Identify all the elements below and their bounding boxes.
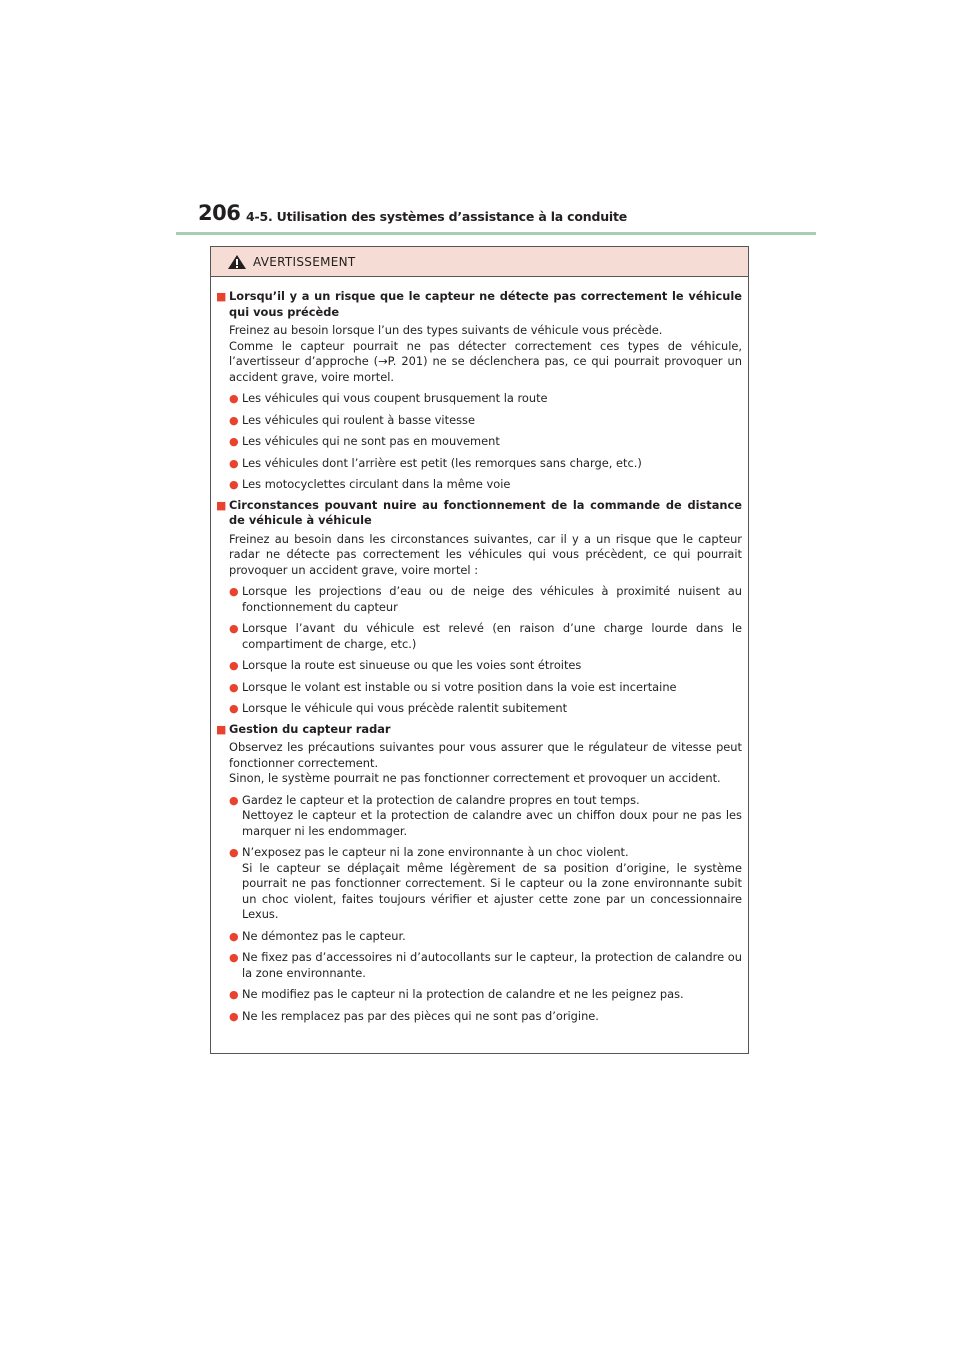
list-item — [229, 434, 742, 450]
paragraph-line: Sinon, le système pourrait ne pas fonctionner correctement et provoquer un accident. — [229, 771, 721, 785]
list-item — [229, 929, 742, 945]
list-item-text: Lorsque les projections d’eau ou de neige des véhicules à proximité nuisent au fonctionnement du capteur — [242, 584, 742, 614]
bullet-marker: ● — [229, 702, 239, 715]
paragraph — [229, 323, 742, 385]
list-item-text: Lorsque la route est sinueuse ou que les voies sont étroites — [242, 658, 582, 672]
page-number: 206 — [198, 201, 241, 225]
list-item-text — [242, 845, 742, 923]
bullet-marker: ● — [229, 951, 239, 964]
topic-marker: ■ — [216, 498, 227, 512]
warning-box — [210, 246, 749, 1054]
bullet-marker: ● — [229, 456, 239, 470]
topic-heading — [216, 722, 742, 738]
list-item — [229, 456, 742, 472]
bullet-marker: ● — [229, 1009, 239, 1023]
list-item-text: Lorsque l’avant du véhicule est relevé (en raison d’une charge lourde dans le compartiment de charge, etc.) — [242, 621, 742, 651]
section-title: 4-5. Utilisation des systèmes d’assistance à la conduite — [246, 209, 628, 224]
paragraph-line: Comme le capteur pourrait ne pas détecter correctement ces types de véhicule, l’avertisseur d’approche (→P. 201) ne se déclenchera pas, ce qui pourrait provoquer un accident grave, voire mortel. — [229, 338, 742, 384]
warning-header — [211, 247, 748, 277]
topic-title: Circonstances pouvant nuire au fonctionnement de la commande de distance de véhicule à véhicule — [229, 497, 742, 527]
list-item-text: Ne fixez pas d’accessoires ni d’autocollants sur le capteur, la protection de calandre ou la zone environnante. — [242, 950, 742, 980]
bullet-marker: ● — [229, 478, 239, 491]
bullet-marker: ● — [229, 435, 239, 448]
list-item-text: Lorsque le volant est instable ou si votre position dans la voie est incertaine — [242, 679, 677, 694]
list-item — [229, 477, 742, 493]
bullet-marker: ● — [229, 413, 239, 427]
topic-heading — [216, 498, 742, 529]
list-item-line: Nettoyez le capteur et la protection de calandre avec un chiffon doux pour ne pas les marquer ni les endommager. — [242, 808, 742, 838]
paragraph-line: Freinez au besoin lorsque l’un des types suivants de véhicule vous précède. — [229, 323, 663, 337]
bullet-marker: ● — [229, 846, 239, 859]
list-item-text: Ne modifiez pas le capteur ni la protection de calandre et ne les peignez pas. — [242, 987, 684, 1001]
bullet-marker: ● — [229, 988, 239, 1001]
list-item — [229, 701, 742, 717]
topic-marker: ■ — [216, 290, 227, 303]
list-item — [229, 1009, 742, 1025]
paragraph-line: Observez les précautions suivantes pour vous assurer que le régulateur de vitesse peut fonctionner correctement. — [229, 740, 742, 770]
bullet-marker: ● — [229, 659, 239, 672]
list-item-text: Les véhicules qui roulent à basse vitesse — [242, 412, 475, 427]
list-item — [229, 793, 742, 840]
topic-title: Lorsqu’il y a un risque que le capteur ne détecte pas correctement le véhicule qui vous précède — [229, 289, 742, 319]
bullet-marker: ● — [229, 585, 239, 598]
warning-body — [211, 277, 748, 1024]
list-item — [229, 584, 742, 615]
list-item — [229, 658, 742, 674]
paragraph: Freinez au besoin dans les circonstances suivantes, car il y a un risque que le capteur radar ne détecte pas correctement les véhicules qui vous précèdent, ce qui pourrait provoquer un accident grave, voire mortel : — [229, 531, 742, 577]
bullet-marker: ● — [229, 680, 239, 694]
list-item-line: N’exposez pas le capteur ni la zone environnante à un choc violent. — [242, 845, 629, 859]
list-item-text: Les motocyclettes circulant dans la même voie — [242, 477, 511, 491]
list-item — [229, 621, 742, 652]
list-item — [229, 391, 742, 407]
list-item — [229, 413, 742, 429]
list-item-text: Ne démontez pas le capteur. — [242, 928, 406, 943]
bullet-marker: ● — [229, 929, 239, 943]
list-item — [229, 950, 742, 981]
list-item-text: Ne les remplacez pas par des pièces qui ne sont pas d’origine. — [242, 1008, 599, 1023]
topic-marker: ■ — [216, 722, 227, 736]
header-rule — [176, 232, 816, 235]
list-item — [229, 987, 742, 1003]
list-item-text: Les véhicules dont l’arrière est petit (les remorques sans charge, etc.) — [242, 455, 642, 470]
list-item-text: Lorsque le véhicule qui vous précède ralentit subitement — [242, 701, 568, 715]
bullet-marker: ● — [229, 793, 239, 807]
bullet-marker: ● — [229, 622, 239, 635]
bullet-marker: ● — [229, 392, 239, 405]
paragraph — [229, 740, 742, 787]
warning-title: AVERTISSEMENT — [253, 254, 356, 269]
list-item-text: Les véhicules qui vous coupent brusquement la route — [242, 391, 548, 405]
warning-triangle-icon — [227, 254, 247, 270]
list-item-line: Si le capteur se déplaçait même légèrement de sa position d’origine, le système pourrait ne pas fonctionner correctement. Si le capteur ou la zone environnante subit un choc violent, faites toujours vérifier et ajuster cette zone par un concessionnaire Lexus. — [242, 860, 742, 921]
list-item-text — [242, 793, 742, 840]
list-item-line: Gardez le capteur et la protection de calandre propres en tout temps. — [242, 792, 640, 807]
topic-title: Gestion du capteur radar — [229, 721, 391, 736]
list-item — [229, 845, 742, 923]
topic-heading — [216, 289, 742, 320]
list-item — [229, 680, 742, 696]
list-item-text: Les véhicules qui ne sont pas en mouvement — [242, 434, 500, 448]
